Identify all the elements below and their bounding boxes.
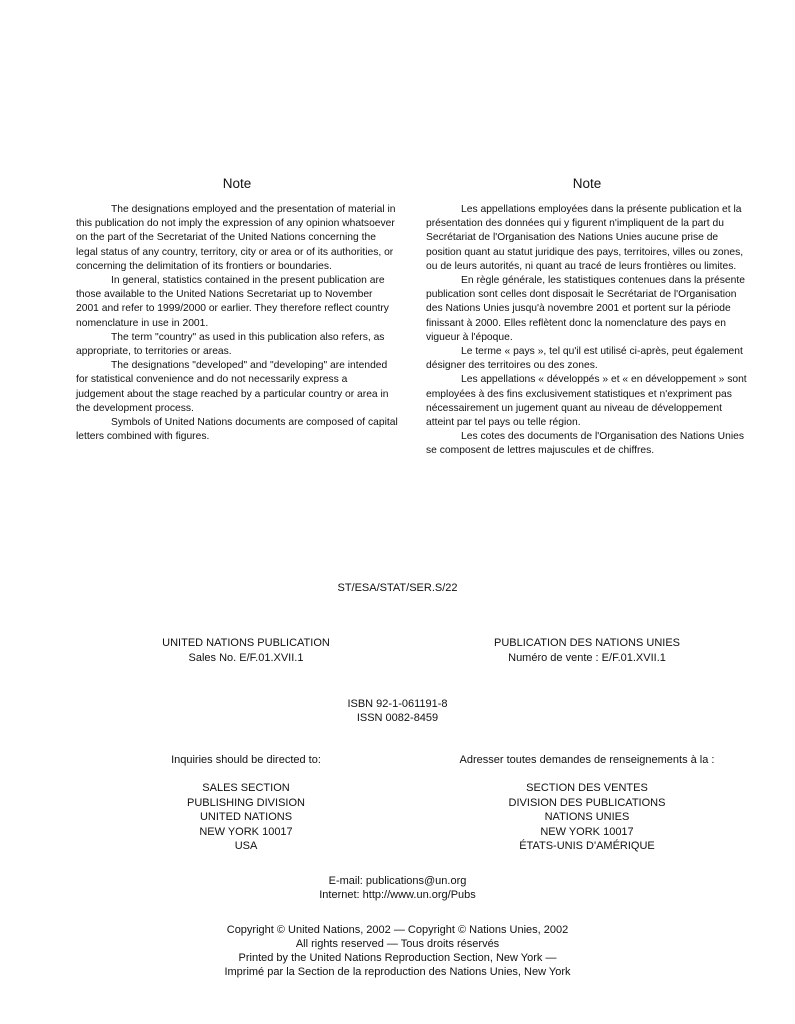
inquiries-label-english: Inquiries should be directed to: [171,754,321,766]
address-line: DIVISION DES PUBLICATIONS [508,796,666,809]
note-paragraph-en-5: Symbols of United Nations documents are composed of capital letters combined with figures. [76,417,398,443]
note-column-english [76,176,398,444]
document-symbol: ST/ESA/STAT/SER.S/22 [337,582,458,594]
address-line: SECTION DES VENTES [526,782,648,794]
isbn: ISBN 92-1-061191-8 [347,698,448,710]
note-paragraph-en-4: The designations "developed" and "developing" are intended for statistical convenience and do not necessarily express a judgement about the stage reached by a particular country or area in the development process. [76,360,389,414]
printed-line-french: Imprimé par la Section de la reproduction des Nations Unies, New York [224,966,571,978]
address-line: NEW YORK 10017 [199,825,293,838]
note-heading-english: Note [222,176,252,191]
address-line: NATIONS UNIES [544,811,630,823]
address-line: NEW YORK 10017 [540,825,634,838]
note-paragraph-en-2: In general, statistics contained in the present publication are those available to the United Nations Secretariat up to November 2001 and refer to 1999/2000 or earlier. They therefore reflect country nomenclature in use in 2001. [76,275,389,329]
publication-title-english: UNITED NATIONS PUBLICATION [162,637,330,649]
note-paragraph-fr-1: Les appellations employées dans la présente publication et la présentation des données qui y figurent n'impliquent de la part du Secrétariat de l'Organisation des Nations Unies aucune prise de position quant au statut juridique des pays, territoires, villes ou zones, ou de leurs autorités, ni quant au tracé de leurs frontières ou limites. [426,204,744,272]
note-paragraph-fr-2: En règle générale, les statistiques contenues dans la présente publication sont celles dont disposait le Secrétariat de l'Organisation des Nations Unies jusqu'à novembre 2001 et portent sur la période finissant à 2000. Elles reflètent donc la nomenclature des pays en vigueur à l'époque. [426,275,745,343]
inquiries-label-french: Adresser toutes demandes de renseignements à la : [459,754,715,766]
address-line: UNITED NATIONS [199,811,293,823]
sales-number-french: Numéro de vente : E/F.01.XVII.1 [508,651,666,664]
note-paragraph-fr-3: Le terme « pays », tel qu'il est utilisé ci-après, peut également désigner des territoires ou des zones. [426,346,743,372]
address-line: USA [234,840,258,852]
note-column-french [426,176,748,459]
rights-line: All rights reserved — Tous droits réservés [295,938,500,950]
note-heading-french: Note [572,176,602,191]
note-paragraph-fr-4: Les appellations « développés » et « en développement » sont employées à des fins exclusivement statistiques et n'expriment pas nécessairement un jugement quant au niveau de développement atteint par tel pays ou telle région. [426,374,747,429]
publication-title-french: PUBLICATION DES NATIONS UNIES [493,637,680,649]
note-paragraph-en-3: The term "country" as used in this publication also refers, as appropriate, to territories or areas. [76,331,385,358]
address-french [457,781,717,854]
address-line: PUBLISHING DIVISION [187,796,305,809]
address-line: SALES SECTION [202,782,290,794]
note-paragraph-fr-5: Les cotes des documents de l'Organisation des Nations Unies se composent de lettres majuscules et de chiffres. [426,431,744,457]
sales-number-english: Sales No. E/F.01.XVII.1 [188,651,304,664]
printed-line-english: Printed by the United Nations Reproduction Section, New York — [238,952,557,964]
note-paragraph-en-1: The designations employed and the presentation of material in this publication do not imply the expression of any opinion whatsoever on the part of the Secretariat of the United Nations concerning the legal status of any country, territory, city or area or of its authorities, or concerning the delimitation of its frontiers or boundaries. [76,204,396,272]
publication-info-english [126,636,366,665]
address-english [126,781,366,854]
address-line: ÉTATS-UNIS D'AMÉRIQUE [519,840,655,852]
internet-line: Internet: http://www.un.org/Pubs [319,889,476,901]
issn: ISSN 0082-8459 [356,712,439,724]
publication-info-french [457,636,717,665]
copyright-line: Copyright © United Nations, 2002 — Copyright © Nations Unies, 2002 [226,924,569,936]
email-line: E-mail: publications@un.org [328,875,467,887]
